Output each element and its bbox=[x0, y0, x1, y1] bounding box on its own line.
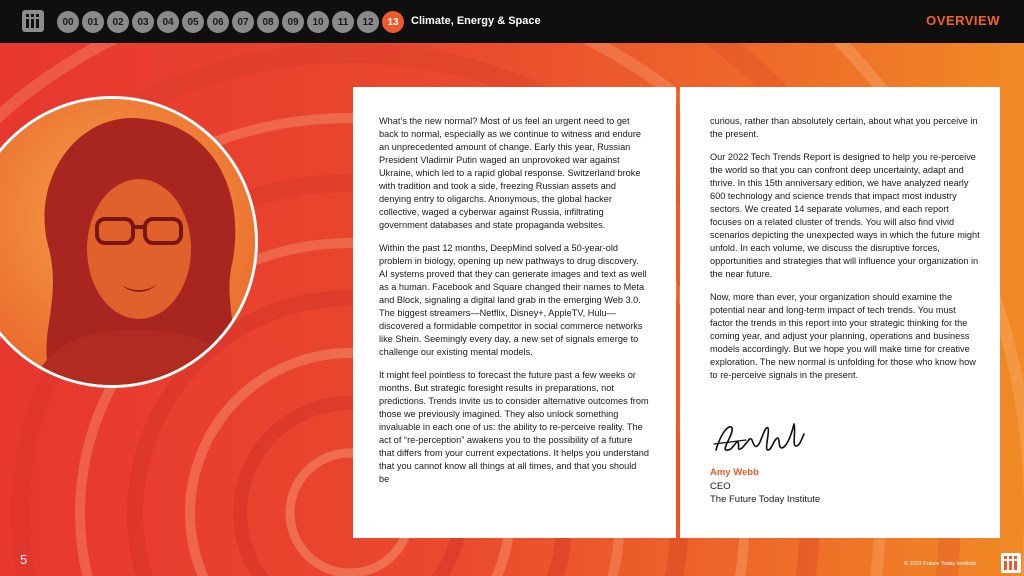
column-divider bbox=[677, 87, 679, 538]
overview-link[interactable]: OVERVIEW bbox=[926, 13, 1000, 28]
top-navigation-bar bbox=[0, 0, 1024, 43]
handwritten-signature bbox=[712, 420, 808, 460]
volume-chip-05[interactable]: 05 bbox=[182, 11, 204, 33]
volume-chip-03[interactable]: 03 bbox=[132, 11, 154, 33]
volume-chip-02[interactable]: 02 bbox=[107, 11, 129, 33]
article-paragraph: Now, more than ever, your organization should examine the potential near and long-term impact of tech trends. You must factor the trends in this report into your strategic thinking for the coming year, and adjust your planning, operations and business models accordingly. But we hope you will make time for creative exploration. The new normal is unfolding for those who know how to re-perceive signals in the present. bbox=[710, 292, 976, 380]
copyright-notice: © 2022 Future Today Institute bbox=[904, 561, 977, 567]
section-title: Climate, Energy & Space bbox=[411, 15, 541, 27]
signature-title: CEO bbox=[710, 481, 731, 492]
article-paragraph: Our 2022 Tech Trends Report is designed to help you re-perceive the world so that you can confront deep uncertainty, adapt and thrive. In this 15th anniversary edition, we have analyzed nearly 600 technology and science trends that impact most industry sectors. We created 14 separate volumes, and each report focuses on a related cluster of trends. You will also find vivid scenarios depicting the unexpected ways in which the future might unfold. In each volume, we discuss the disruptive forces, opportunities and strategies that will influence your organization in the near future. bbox=[710, 152, 980, 279]
article-paragraph: What’s the new normal? Most of us feel an urgent need to get back to normal, especially as we continue to witness and endure an unprecedented amount of change. Early this year, Russian President Vladimir Putin waged an unprovoked war against Ukraine, which led to a rapid global response. Switzerland broke with tradition and took a side, freezing Russian assets and denying entry to oligarchs. Anonymous, the global hacker collective, waged a cyberwar against Russia, infiltrating government databases and state propaganda websites. bbox=[379, 116, 641, 230]
article-paragraph: curious, rather than absolutely certain, about what you perceive in the present. bbox=[710, 116, 978, 139]
volume-chip-07[interactable]: 07 bbox=[232, 11, 254, 33]
volume-chip-06[interactable]: 06 bbox=[207, 11, 229, 33]
article-paragraph: It might feel pointless to forecast the future past a few weeks or months. But strategic foresight results in preparations, not predictions. Trends invite us to consider alternative outcomes from those we previously imagined. They also unlock something invaluable in each one of us: the ability to re-perceive reality. The act of “re-perception” awakens you to the possibility of a future that differs from your current expectations. It helps you understand that you cannot know all things at all times, and that you should be bbox=[379, 370, 649, 484]
article-paragraph: Within the past 12 months, DeepMind solved a 50-year-old problem in biology, opening up new pathways to drug discovery. AI systems proved that they can generate images and text as well as a human. Facebook and Square changed their names to Meta and Block, signaling a digital land grab in the emerging Web 3.0. The biggest streamers—Netflix, Disney+, AppleTV, Hulu—discovered a formidable competitor in social commerce networks like Shein. Seemingly every day, a new set of signals emerge to challenge our existing mental models. bbox=[379, 243, 647, 357]
volume-chip-13[interactable]: 13 bbox=[382, 11, 404, 33]
volume-chip-10[interactable]: 10 bbox=[307, 11, 329, 33]
fti-footer-logo-icon bbox=[1001, 553, 1021, 573]
article-column-left bbox=[379, 115, 649, 496]
volume-chip-00[interactable]: 00 bbox=[57, 11, 79, 33]
volume-chip-08[interactable]: 08 bbox=[257, 11, 279, 33]
volume-chip-12[interactable]: 12 bbox=[357, 11, 379, 33]
signature-name: Amy Webb bbox=[710, 467, 759, 478]
article-column-right bbox=[710, 115, 980, 392]
signature-organization: The Future Today Institute bbox=[710, 494, 821, 505]
volume-chip-01[interactable]: 01 bbox=[82, 11, 104, 33]
page-number: 5 bbox=[20, 552, 28, 567]
fti-logo-icon[interactable] bbox=[22, 10, 44, 32]
volume-chip-09[interactable]: 09 bbox=[282, 11, 304, 33]
volume-chip-11[interactable]: 11 bbox=[332, 11, 354, 33]
volume-chip-list bbox=[57, 11, 404, 33]
volume-chip-04[interactable]: 04 bbox=[157, 11, 179, 33]
